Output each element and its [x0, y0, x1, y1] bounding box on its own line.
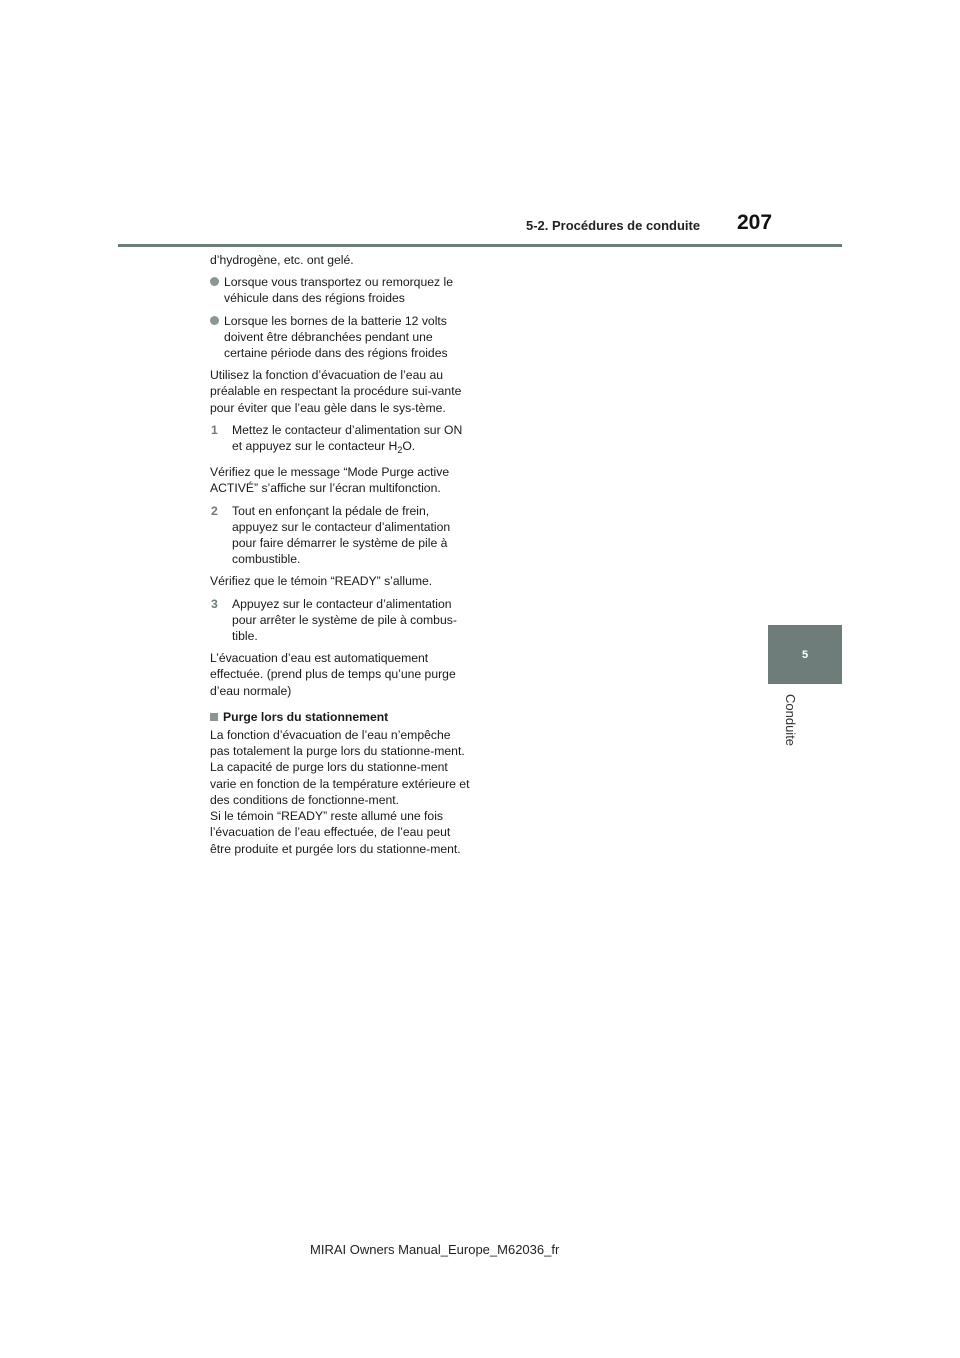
paragraph: Si le témoin “READY” reste allumé une fois l’évacuation de l’eau effectuée, de l’eau peut être produite et purgée lors du stationne-ment.: [210, 809, 461, 856]
subheading-text: Purge lors du stationnement: [223, 709, 389, 724]
step-text: Appuyez sur le contacteur d’alimentation pour arrêter le système de pile à combus-tible.: [232, 596, 457, 644]
intro-text: d’hydrogène, etc. ont gelé.: [210, 253, 354, 267]
chapter-label: [784, 694, 804, 754]
main-content: [210, 252, 472, 863]
step-item: [210, 503, 472, 568]
paragraph: La fonction d’évacuation de l’eau n’empêche pas totalement la purge lors du stationne-ment. La capacité de purge lors du stationne-ment varie en fonction de la température extérieure et des conditions de fonctionne-ment.: [210, 728, 470, 807]
step-text: Mettez le contacteur d’alimentation sur ON et appuyez sur le contacteur H: [232, 422, 463, 454]
bullet-item: [210, 313, 472, 362]
section-title: 5-2. Procédures de conduite: [526, 218, 701, 233]
bullet-text: Lorsque les bornes de la batterie 12 volts doivent être débranchées pendant une certaine période dans des régions froides: [224, 313, 448, 361]
bullet-item: [210, 274, 472, 306]
subscript: 2: [397, 445, 403, 456]
step-number: 3: [211, 596, 218, 611]
chapter-tab[interactable]: [768, 625, 842, 684]
paragraph: Vérifiez que le témoin “READY” s’allume.: [210, 574, 433, 589]
paragraph: Utilisez la fonction d’évacuation de l’eau au préalable en respectant la procédure sui-vante pour éviter que l’eau gèle dans le sys-tème.: [210, 368, 462, 415]
header-divider: [118, 244, 842, 247]
paragraph: Vérifiez que le message “Mode Purge active ACTIVÉ” s’affiche sur l’écran multifonction.: [210, 465, 450, 496]
bullet-dot-icon: [210, 316, 219, 325]
page-number: 207: [737, 211, 773, 234]
footer-text: MIRAI Owners Manual_Europe_M62036_fr: [310, 1242, 560, 1257]
square-bullet-icon: [210, 713, 218, 721]
bullet-dot-icon: [210, 277, 219, 286]
step-item: [210, 596, 472, 645]
subheading: [210, 709, 472, 725]
paragraph: L’évacuation d’eau est automatiquement effectuée. (prend plus de temps qu’une purge d’eau normale): [210, 651, 456, 698]
step-number: 2: [211, 503, 218, 518]
step-text: Tout en enfonçant la pédale de frein, appuyez sur le contacteur d’alimentation pour faire démarrer le système de pile à combustible.: [232, 503, 451, 567]
chapter-number: 5: [801, 648, 809, 661]
step-item: [210, 422, 472, 458]
step-number: 1: [211, 422, 218, 437]
step-text-end: O.: [402, 439, 416, 454]
chapter-label-text: Conduite: [783, 694, 798, 747]
bullet-text: Lorsque vous transportez ou remorquez le véhicule dans des régions froides: [224, 275, 453, 306]
